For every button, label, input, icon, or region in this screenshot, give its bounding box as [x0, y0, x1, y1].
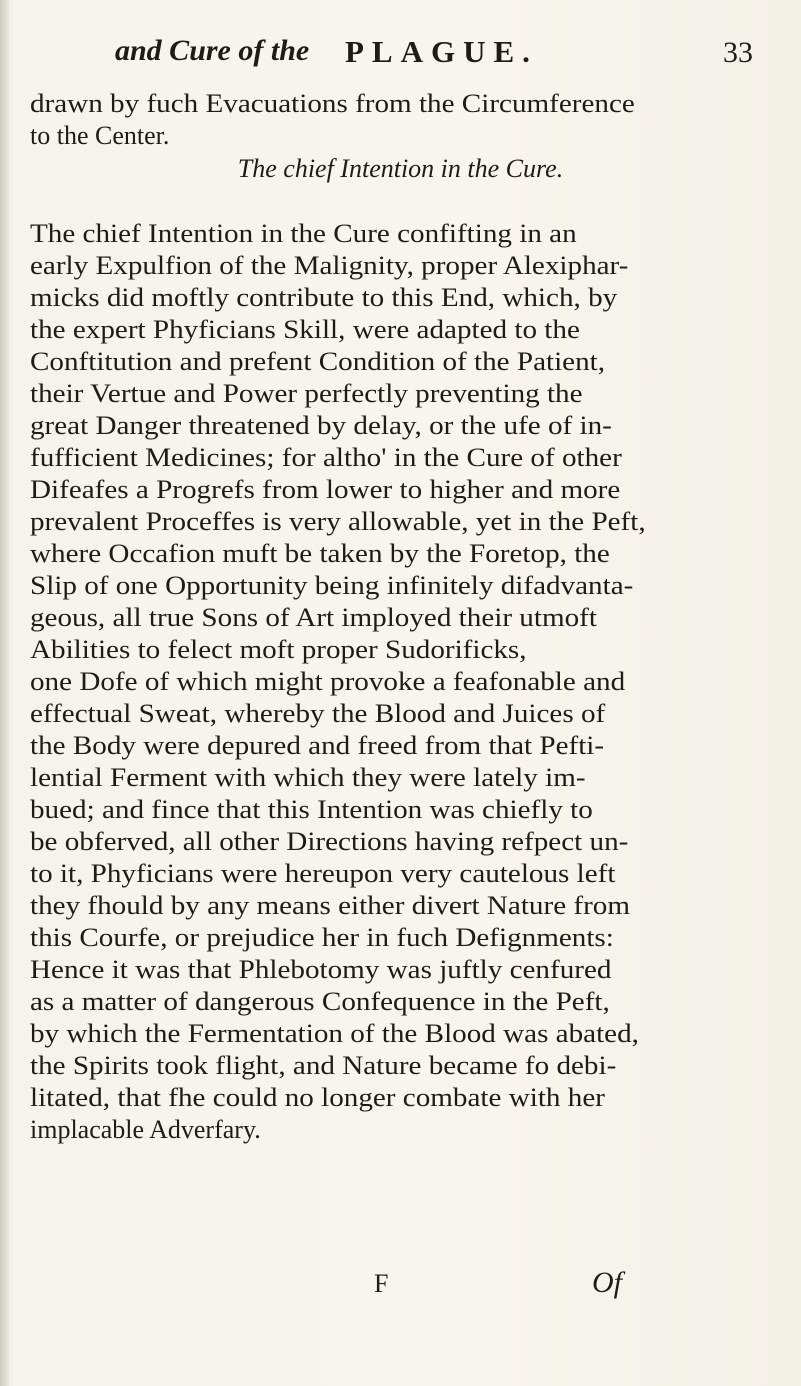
text-line: Slip of one Opportunity being infinitely difadvanta- — [30, 571, 634, 600]
text-line: to the Center. — [30, 121, 170, 150]
text-line: the Spirits took flight, and Nature became fo debi- — [30, 1051, 617, 1080]
text-line: to it, Phyficians were hereupon very cautelous left — [30, 859, 616, 888]
page-gutter — [0, 0, 9, 1386]
text-line: they fhould by any means either divert Nature from — [30, 891, 631, 920]
text-line: micks did moftly contribute to this End, which, by — [30, 283, 618, 312]
running-head-plague: PLAGUE. — [345, 34, 538, 69]
text-line: Hence it was that Phlebotomy was juftly cenfured — [30, 955, 612, 984]
text-line: litated, that fhe could no longer combate with her — [30, 1083, 605, 1112]
running-head-title: and Cure of the — [115, 34, 310, 67]
text-line: this Courfe, or prejudice her in fuch Defignments: — [30, 923, 614, 952]
text-line: be obferved, all other Directions having refpect un- — [30, 827, 629, 856]
text-line: lential Ferment with which they were lately im- — [30, 763, 586, 792]
text-line: the Body were depured and freed from that Pefti- — [30, 731, 605, 760]
catchword: Of — [592, 1266, 622, 1299]
running-head — [115, 30, 755, 74]
text-line: Difeafes a Progrefs from lower to higher and more — [30, 475, 621, 504]
page-number: 33 — [723, 36, 753, 69]
text-line: effectual Sweat, whereby the Blood and Juices of — [30, 699, 606, 728]
text-line: one Dofe of which might provoke a feafonable and — [30, 667, 626, 696]
text-line: by which the Fermentation of the Blood was abated, — [30, 1019, 639, 1048]
text-line: fufficient Medicines; for altho' in the Cure of other — [30, 443, 622, 472]
text-line: early Expulfion of the Malignity, proper Alexiphar- — [30, 251, 629, 280]
text-line: as a matter of dangerous Confequence in the Peft, — [30, 987, 610, 1016]
section-heading: The chief Intention in the Cure. — [237, 154, 564, 183]
text-line: their Vertue and Power perfectly preventing the — [30, 379, 583, 408]
text-line: the expert Phyficians Skill, were adapted to the — [30, 315, 580, 344]
text-line: great Danger threatened by delay, or the ufe of in- — [30, 411, 612, 440]
text-line: Abilities to felect moft proper Sudorificks, — [30, 635, 527, 664]
text-line: where Occafion muft be taken by the Foretop, the — [30, 539, 610, 568]
text-line: drawn by fuch Evacuations from the Circumference — [30, 89, 635, 118]
text-line: implacable Adverfary. — [30, 1115, 261, 1144]
text-line: Conftitution and prefent Condition of the Patient, — [30, 347, 606, 376]
text-line: prevalent Proceffes is very allowable, yet in the Peft, — [30, 507, 646, 536]
text-line: bued; and fince that this Intention was chiefly to — [30, 795, 593, 824]
signature-mark: F — [374, 1269, 389, 1298]
text-line: geous, all true Sons of Art imployed their utmoft — [30, 603, 597, 632]
text-line: The chief Intention in the Cure confifting in an — [30, 219, 577, 248]
